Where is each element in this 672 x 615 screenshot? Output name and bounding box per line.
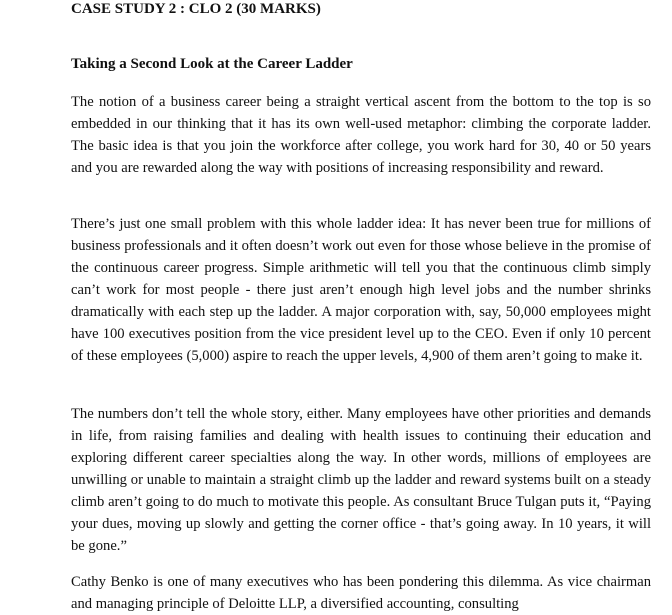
- case-study-title: Taking a Second Look at the Career Ladder: [71, 56, 353, 72]
- paragraph: The notion of a business career being a straight vertical ascent from the bottom to the top is so embedded in our thinking that it has its own well-used metaphor: climbing the corporate ladder. The basic idea is that you join the workforce after college, you work hard for 30, 40 or 50 years and you are rewarded along the way with positions of increasing responsibility and reward.: [71, 94, 651, 176]
- case-study-heading: CASE STUDY 2 : CLO 2 (30 MARKS): [71, 1, 321, 17]
- paragraph: The numbers don’t tell the whole story, either. Many employees have other priorities and demands in life, from raising families and dealing with health issues to continuing their education and exploring different career specialties along the way. In other words, millions of employees are unwilling or unable to maintain a straight climb up the ladder and reward systems built on a steady climb aren’t going to do much to motivate this people. As consultant Bruce Tulgan puts it, “Paying your dues, moving up slowly and getting the corner office - that’s going away. In 10 years, it will be gone.”: [71, 406, 651, 554]
- paragraph: Cathy Benko is one of many executives who has been pondering this dilemma. As vice chairman and managing principle of Deloitte LLP, a diversified accounting, consulting: [71, 574, 651, 612]
- paragraph: There’s just one small problem with this whole ladder idea: It has never been true for millions of business professionals and it often doesn’t work out even for those whose believe in the promise of the continuous career progress. Simple arithmetic will tell you that the continuous climb simply can’t work for most people - there just aren’t enough high level jobs and the number shrinks dramatically with each step up the ladder. A major corporation with, say, 50,000 employees might have 100 executives position from the vice president level up to the CEO. Even if only 10 percent of these employees (5,000) aspire to reach the upper levels, 4,900 of them aren’t going to make it.: [71, 216, 651, 364]
